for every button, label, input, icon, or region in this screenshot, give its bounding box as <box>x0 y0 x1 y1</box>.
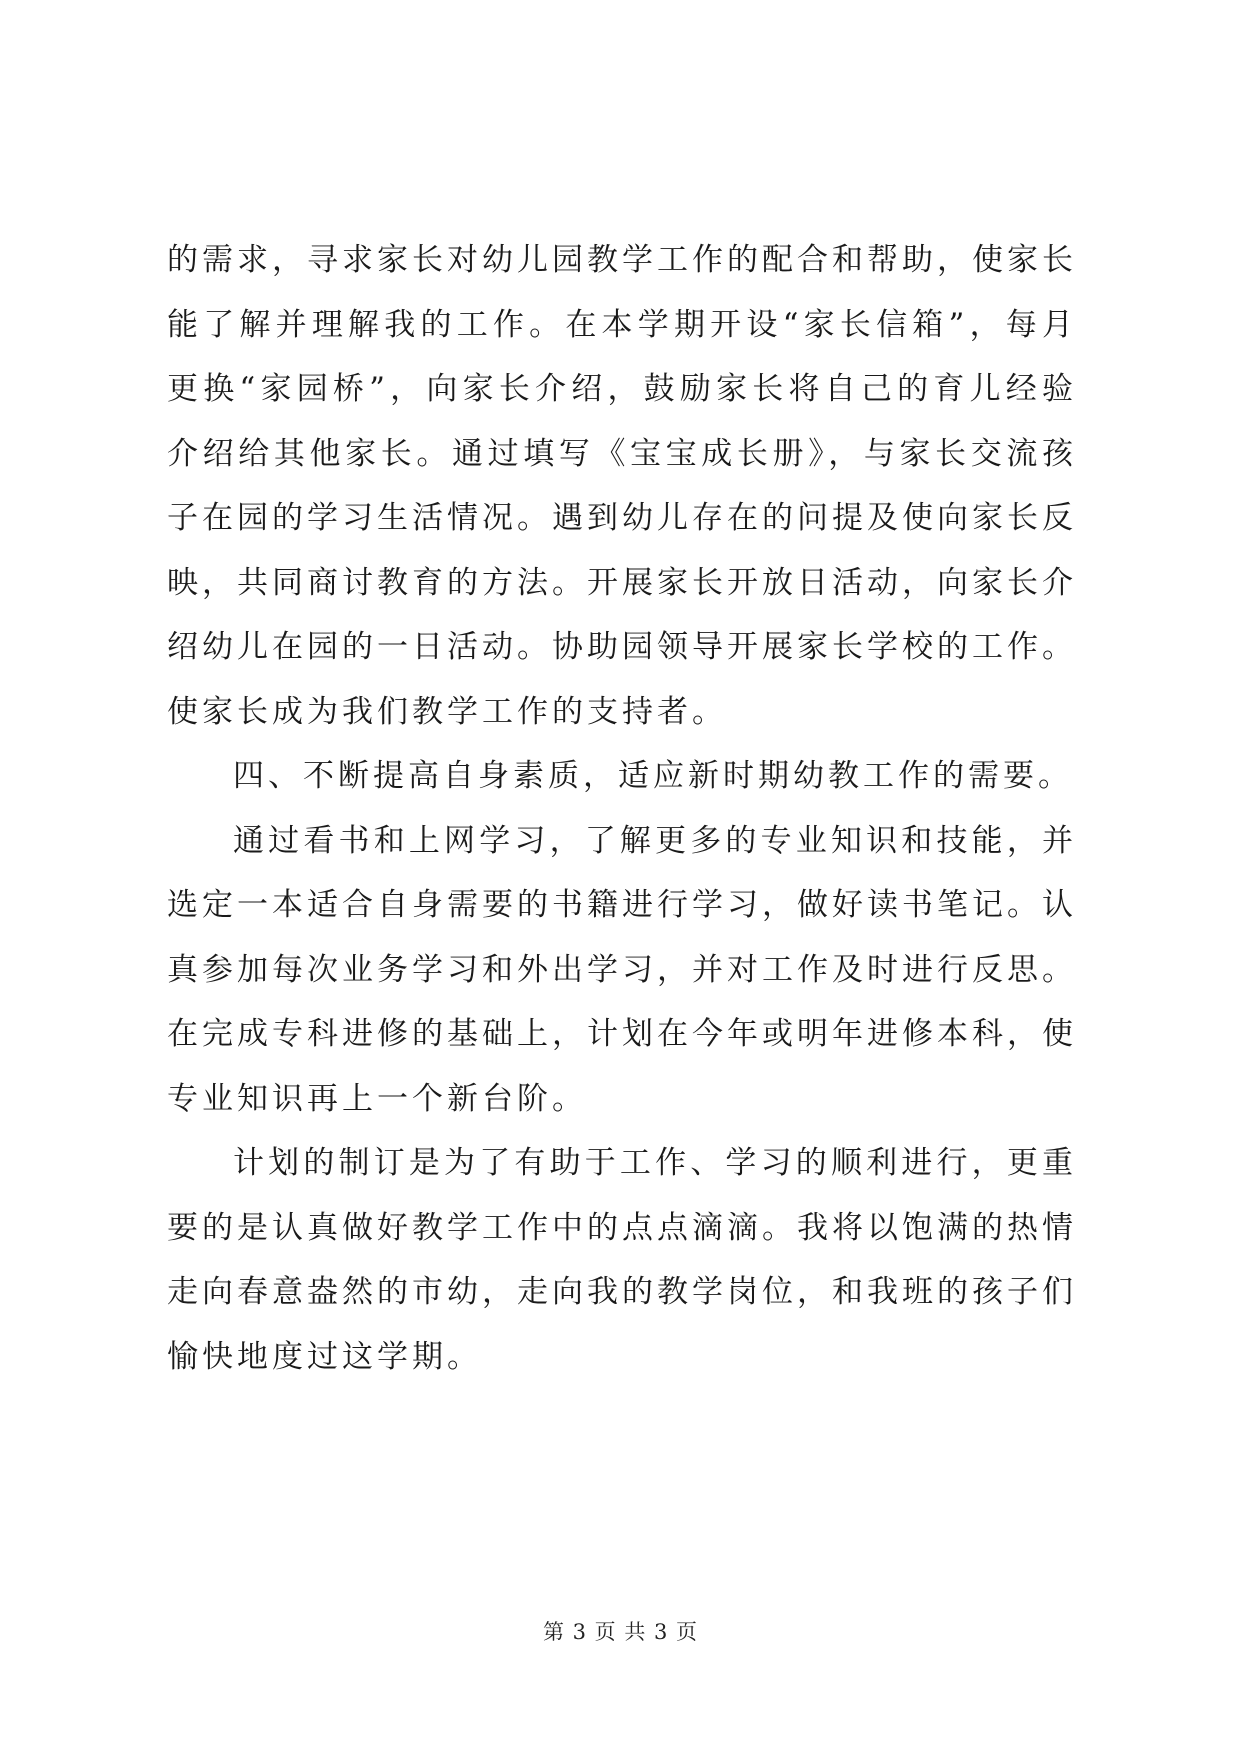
paragraph-continuation: 的需求，寻求家长对幼儿园教学工作的配合和帮助，使家长能了解并理解我的工作。在本学期开设“家长信箱”，每月更换“家园桥”，向家长介绍，鼓励家长将自己的育儿经验介绍给其他家长。通过填写《宝宝成长册》，与家长交流孩子在园的学习生活情况。遇到幼儿存在的问提及使向家长反映，共同商讨教育的方法。开展家长开放日活动，向家长介绍幼儿在园的一日活动。协助园领导开展家长学校的工作。使家长成为我们教学工作的支持者。 <box>167 242 1077 730</box>
paragraph-self-improvement: 通过看书和上网学习，了解更多的专业知识和技能，并选定一本适合自身需要的书籍进行学习，做好读书笔记。认真参加每次业务学习和外出学习，并对工作及时进行反思。在完成专科进修的基础上，计划在今年或明年进修本科，使专业知识再上一个新台阶。 <box>167 822 1077 1117</box>
page-number-footer: 第 3 页 共 3 页 <box>542 1620 699 1644</box>
paragraph-conclusion: 计划的制订是为了有助于工作、学习的顺利进行，更重要的是认真做好教学工作中的点点滴滴。我将以饱满的热情走向春意盎然的市幼，走向我的教学岗位，和我班的孩子们愉快地度过这学期。 <box>167 1145 1077 1375</box>
document-body <box>167 228 1077 1389</box>
section-heading-four: 四、不断提高自身素质，适应新时期幼教工作的需要。 <box>233 758 1073 794</box>
